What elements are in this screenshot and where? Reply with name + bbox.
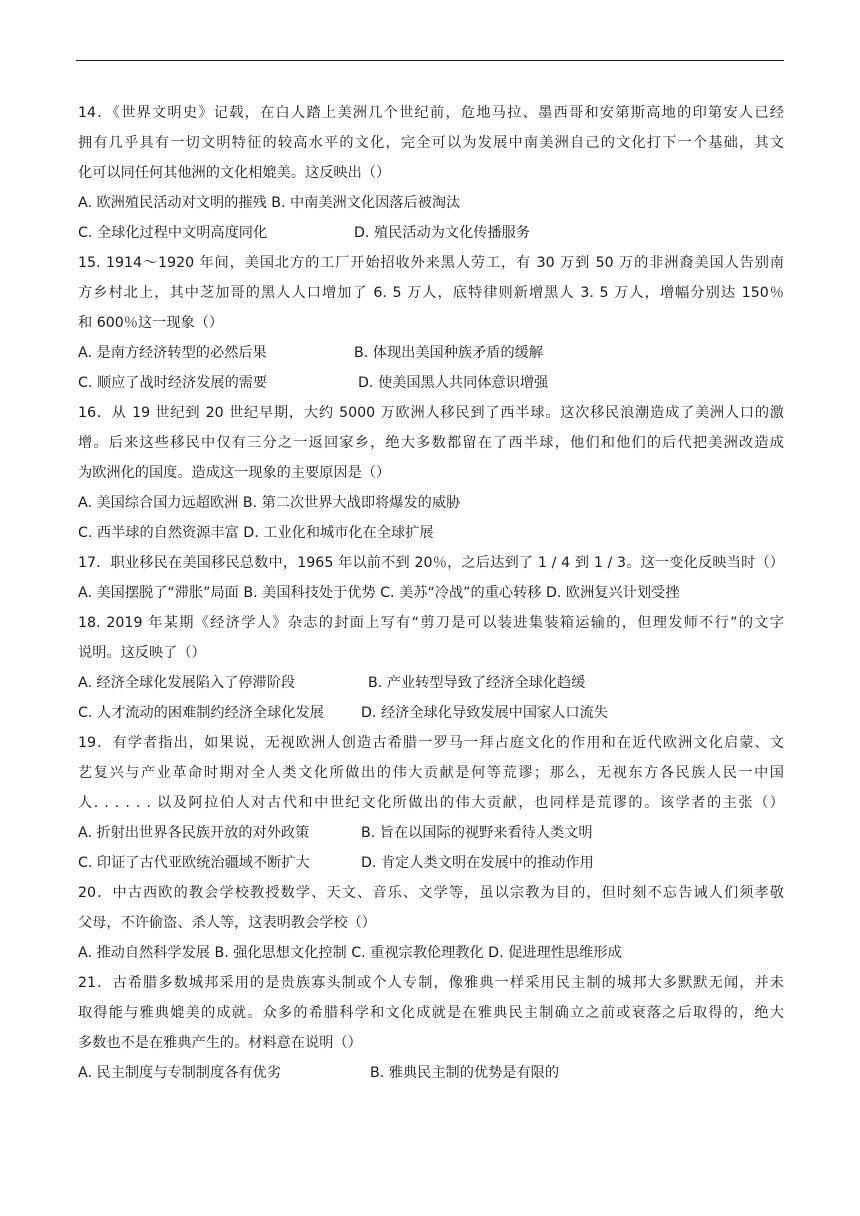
question-15	[78, 248, 784, 398]
question-stem-line: 15. 1914～1920 年间，美国北方的工厂开始招收外来黑人劳工，有 30 万到 50 万的非洲裔美国人告别南	[78, 255, 784, 271]
question-stem-line: 人. . . . . . 以及阿拉伯人对古代和中世纪文化所做出的伟大贡献，也同样是荒谬的。该学者的主张（）	[78, 795, 784, 811]
answer-option[interactable]: A. 美国摆脱了“滞胀”局面 B. 美国科技处于优势 C. 美苏“冷战”的重心转移 D. 欧洲复兴计划受挫	[78, 585, 680, 601]
header-rule	[76, 60, 784, 61]
question-16	[78, 398, 784, 548]
answer-option[interactable]: A. 欧洲殖民活动对文明的摧残 B. 中南美洲文化因落后被淘汰	[78, 195, 461, 211]
question-stem-line: 拥有几乎具有一切文明特征的较高水平的文化，完全可以为发展中南美洲自己的文化打下一个基础，其文	[78, 135, 784, 151]
options-row	[78, 368, 784, 398]
question-list	[78, 98, 784, 1088]
answer-option[interactable]: A. 民主制度与专制制度各有优劣	[78, 1065, 281, 1081]
question-stem-line: 18. 2019 年某期《经济学人》杂志的封面上写有“剪刀是可以装进集装箱运输的，但理发师不行”的文字	[78, 615, 784, 631]
question-stem-line: 增。后来这些移民中仅有三分之一返回家乡，绝大多数都留在了西半球，他们和他们的后代把美洲改造成	[78, 435, 784, 451]
answer-option[interactable]: A. 经济全球化发展陷入了停滞阶段	[78, 675, 296, 691]
answer-option[interactable]: B. 产业转型导致了经济全球化趋缓	[368, 675, 586, 691]
options-row	[78, 668, 784, 698]
answer-option[interactable]: D. 经济全球化导致发展中国家人口流失	[361, 705, 608, 721]
question-20	[78, 878, 784, 968]
answer-option[interactable]: C. 人才流动的困难制约经济全球化发展	[78, 705, 324, 721]
question-stem-line: 16．从 19 世纪到 20 世纪早期，大约 5000 万欧洲人移民到了西半球。这次移民浪潮造成了美洲人口的激	[78, 405, 784, 421]
options-row	[78, 488, 784, 518]
options-row	[78, 938, 784, 968]
question-14	[78, 98, 784, 248]
question-stem-line: 说明。这反映了（）	[78, 645, 206, 661]
question-21	[78, 968, 784, 1088]
options-row	[78, 578, 784, 608]
question-19	[78, 728, 784, 878]
question-stem-line: 14．《世界文明史》记载，在白人踏上美洲几个世纪前，危地马拉、墨西哥和安第斯高地的印第安人已经	[78, 105, 784, 121]
answer-option[interactable]: A. 推动自然科学发展 B. 强化思想文化控制 C. 重视宗教伦理教化 D. 促进理性思维形成	[78, 945, 622, 961]
question-stem-line: 艺复兴与产业革命时期对全人类文化所做出的伟大贡献是何等荒谬；那么，无视东方各民族人民一中国	[78, 765, 784, 781]
answer-option[interactable]: B. 雅典民主制的优势是有限的	[370, 1065, 560, 1081]
question-stem-line: 父母，不许偷盗、杀人等，这表明教会学校（）	[78, 915, 376, 931]
question-stem-line: 20．中古西欧的教会学校教授数学、天文、音乐、文学等，虽以宗教为目的，但时刻不忘告诫人们须孝敬	[78, 885, 784, 901]
question-stem-line: 21．古希腊多数城邦采用的是贵族寡头制或个人专制，像雅典一样采用民主制的城邦大多默默无闻，并未	[78, 975, 784, 991]
question-stem-line: 取得能与雅典媲美的成就。众多的希腊科学和文化成就是在雅典民主制确立之前或衰落之后取得的，绝大	[78, 1005, 784, 1021]
question-stem-line: 多数也不是在雅典产生的。材料意在说明（）	[78, 1035, 362, 1051]
answer-option[interactable]: C. 顺应了战时经济发展的需要	[78, 375, 268, 391]
options-row	[78, 818, 784, 848]
question-stem-line: 17．职业移民在美国移民总数中，1965 年以前不到 20％，之后达到了 1 / 4 到 1 / 3。这一变化反映当时（）	[78, 555, 784, 571]
question-stem-line: 和 600％这一现象（）	[78, 315, 224, 331]
question-17	[78, 548, 784, 608]
question-18	[78, 608, 784, 728]
options-row	[78, 218, 784, 248]
answer-option[interactable]: C. 印证了古代亚欧统治疆域不断扩大	[78, 855, 310, 871]
answer-option[interactable]: C. 西半球的自然资源丰富 D. 工业化和城市化在全球扩展	[78, 525, 434, 541]
answer-option[interactable]: A. 是南方经济转型的必然后果	[78, 345, 267, 361]
answer-option[interactable]: D. 殖民活动为文化传播服务	[354, 225, 531, 241]
answer-option[interactable]: D. 使美国黑人共同体意识增强	[358, 375, 549, 391]
question-stem-line: 19．有学者指出，如果说，无视欧洲人创造古希腊一罗马一拜占庭文化的作用和在近代欧洲文化启蒙、文	[78, 735, 784, 751]
options-row	[78, 698, 784, 728]
options-row	[78, 1058, 784, 1088]
options-row	[78, 518, 784, 548]
answer-option[interactable]: D. 肯定人类文明在发展中的推动作用	[361, 855, 594, 871]
options-row	[78, 848, 784, 878]
question-stem-line: 化可以同任何其他洲的文化相媲美。这反映出（）	[78, 165, 391, 181]
question-stem-line: 方乡村北上，其中芝加哥的黑人人口增加了 6. 5 万人，底特律则新增黑人 3. 5 万人，增幅分别达 150％	[78, 285, 784, 301]
options-row	[78, 338, 784, 368]
answer-option[interactable]: A. 折射出世界各民族开放的对外政策	[78, 825, 310, 841]
answer-option[interactable]: A. 美国综合国力远超欧洲 B. 第二次世界大战即将爆发的威胁	[78, 495, 461, 511]
answer-option[interactable]: B. 体现出美国种族矛盾的缓解	[354, 345, 544, 361]
answer-option[interactable]: C. 全球化过程中文明高度同化	[78, 225, 268, 241]
question-stem-line: 为欧洲化的国度。造成这一现象的主要原因是（）	[78, 465, 391, 481]
options-row	[78, 188, 784, 218]
answer-option[interactable]: B. 旨在以国际的视野来看待人类文明	[361, 825, 593, 841]
